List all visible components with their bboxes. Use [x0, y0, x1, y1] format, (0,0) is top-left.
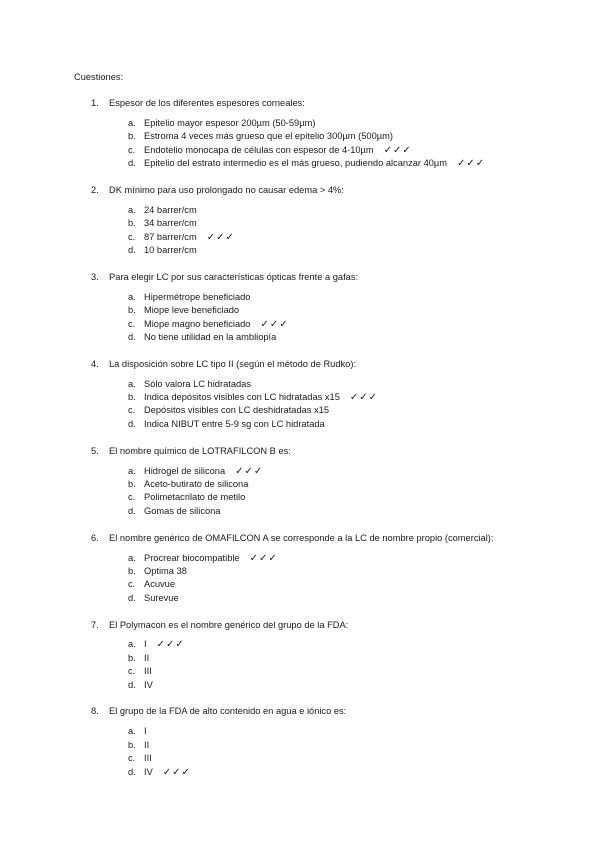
- answer-option: [74, 318, 574, 331]
- question-number: 7.: [91, 619, 99, 630]
- answer-option: [74, 565, 574, 578]
- question-line: [74, 358, 574, 371]
- option-letter: a.: [128, 378, 136, 389]
- option-text: 10 barrer/cm: [144, 245, 197, 256]
- correct-checkmark-icon: ✓✓✓: [349, 392, 379, 404]
- question-6: [74, 532, 574, 606]
- option-letter: d.: [128, 766, 136, 777]
- question-4: [74, 358, 574, 432]
- answer-option: [74, 157, 574, 170]
- answer-option: [74, 679, 574, 692]
- option-text: I: [144, 639, 147, 650]
- question-list: [74, 97, 574, 792]
- answer-option: [74, 465, 574, 478]
- option-list: [74, 378, 574, 432]
- option-letter: d.: [128, 505, 136, 516]
- question-line: [74, 184, 574, 197]
- answer-option: [74, 638, 574, 651]
- answer-option: [74, 552, 574, 565]
- correct-checkmark-icon: ✓✓✓: [162, 766, 191, 778]
- option-letter: d.: [128, 679, 136, 690]
- option-text: Procrear biocompatible: [144, 552, 240, 563]
- option-text: 34 barrer/cm: [144, 218, 197, 229]
- answer-option: [74, 478, 574, 491]
- option-list: [74, 552, 574, 606]
- option-list: [74, 638, 574, 692]
- question-line: [74, 619, 574, 632]
- question-text: Para elegir LC por sus características ópticas frente a gafas:: [109, 271, 359, 282]
- option-list: [74, 117, 574, 171]
- answer-option: [74, 231, 574, 244]
- option-letter: c.: [128, 492, 136, 503]
- question-number: 8.: [91, 706, 99, 717]
- option-text: Gomas de silicona: [144, 505, 221, 516]
- option-letter: a.: [128, 465, 136, 476]
- option-letter: c.: [128, 231, 136, 242]
- answer-option: [74, 391, 574, 404]
- question-line: [74, 532, 574, 545]
- answer-option: [74, 244, 574, 257]
- answer-option: [74, 204, 574, 217]
- option-text: Surevue: [144, 592, 179, 603]
- answer-option: [74, 291, 574, 304]
- question-number: 1.: [91, 98, 99, 108]
- option-letter: d.: [128, 418, 136, 429]
- answer-option: [74, 725, 574, 738]
- question-text: Espesor de los diferentes espesores corneales:: [109, 98, 305, 108]
- question-number: 2.: [91, 184, 99, 195]
- answer-option: [74, 418, 574, 431]
- answer-option: [74, 378, 574, 391]
- option-text: III: [144, 666, 152, 677]
- option-letter: a.: [128, 117, 136, 128]
- option-letter: d.: [128, 245, 136, 256]
- option-letter: b.: [128, 218, 136, 229]
- correct-checkmark-icon: ✓✓✓: [235, 465, 264, 477]
- option-letter: a.: [128, 552, 136, 563]
- option-text: II: [144, 739, 150, 750]
- option-text: Epitelio mayor espesor 200µm (50-59µm): [144, 117, 316, 128]
- question-line: [74, 97, 574, 110]
- option-text: Indica NIBUT entre 5-9 sg con LC hidratada: [144, 418, 325, 429]
- option-text: Optima 38: [144, 565, 187, 576]
- option-text: 24 barrer/cm: [144, 204, 197, 215]
- question-number: 5.: [91, 445, 99, 456]
- question-7: [74, 619, 574, 693]
- answer-option: [74, 752, 574, 765]
- question-1: [74, 97, 574, 171]
- correct-checkmark-icon: ✓✓✓: [249, 552, 278, 564]
- option-text: Hidrogel de silicona: [144, 465, 226, 476]
- option-text: Miope magno beneficiado: [144, 318, 251, 329]
- option-text: Polimetacrilato de metilo: [144, 492, 246, 503]
- option-text: I: [144, 726, 147, 737]
- option-text: Sólo valora LC hidratadas: [144, 378, 251, 389]
- option-letter: c.: [128, 579, 136, 590]
- option-letter: b.: [128, 392, 136, 403]
- option-list: [74, 291, 574, 345]
- option-list: [74, 465, 574, 519]
- answer-option: [74, 304, 574, 317]
- option-letter: d.: [128, 331, 136, 342]
- option-letter: a.: [128, 204, 136, 215]
- correct-checkmark-icon: ✓✓✓: [383, 144, 412, 156]
- question-text: La disposición sobre LC tipo II (según el método de Rudko):: [109, 358, 357, 369]
- option-letter: b.: [128, 652, 136, 663]
- correct-checkmark-icon: ✓✓✓: [260, 318, 289, 330]
- option-letter: c.: [128, 753, 136, 764]
- answer-option: [74, 739, 574, 752]
- question-3: [74, 271, 574, 345]
- option-text: Estroma 4 veces más grueso que el epitelio 300µm (500µm): [144, 131, 393, 142]
- question-text: DK mínimo para uso prolongado no causar edema > 4%:: [109, 184, 344, 195]
- question-text: El nombre químico de LOTRAFILCON B es:: [109, 445, 291, 456]
- answer-option: [74, 217, 574, 230]
- question-text: El grupo de la FDA de alto contenido en agua e iónico es:: [109, 706, 347, 717]
- option-text: Acuvue: [144, 579, 176, 590]
- option-letter: b.: [128, 131, 136, 142]
- question-5: [74, 445, 574, 519]
- answer-option: [74, 491, 574, 504]
- answer-option: [74, 505, 574, 518]
- option-letter: d.: [128, 592, 136, 603]
- option-text: III: [144, 753, 152, 764]
- question-number: 6.: [91, 532, 99, 543]
- question-line: [74, 705, 574, 718]
- question-number: 4.: [91, 358, 99, 369]
- question-2: [74, 184, 574, 258]
- option-letter: c.: [128, 666, 136, 677]
- option-letter: a.: [128, 291, 136, 302]
- answer-option: [74, 130, 574, 143]
- option-letter: b.: [128, 565, 136, 576]
- option-text: 87 barrer/cm: [144, 231, 197, 242]
- option-letter: c.: [128, 318, 136, 329]
- option-list: [74, 725, 574, 779]
- option-list: [74, 204, 574, 258]
- option-letter: b.: [128, 305, 136, 316]
- question-line: [74, 271, 574, 284]
- option-letter: a.: [128, 726, 136, 737]
- answer-option: [74, 404, 574, 417]
- answer-option: [74, 578, 574, 591]
- option-letter: d.: [128, 158, 136, 169]
- answer-option: [74, 331, 574, 344]
- answer-option: [74, 665, 574, 678]
- correct-checkmark-icon: ✓✓✓: [156, 639, 185, 651]
- question-number: 3.: [91, 271, 99, 282]
- option-text: Depósitos visibles con LC deshidratadas x15: [144, 405, 330, 416]
- option-text: Aceto-butirato de silicona: [144, 479, 249, 489]
- option-letter: b.: [128, 739, 136, 750]
- question-text: El nombre genérico de OMAFILCON A se corresponde a la LC de nombre propio (comercial):: [109, 532, 494, 543]
- option-text: Endotelio monocapa de células con espesor de 4-10µm: [144, 144, 374, 155]
- option-text: IV: [144, 679, 153, 690]
- option-text: Epitelio del estrato intermedio es el más grueso, pudiendo alcanzar 40µm: [144, 158, 448, 169]
- option-text: Miope leve beneficiado: [144, 305, 240, 316]
- option-letter: c.: [128, 405, 136, 416]
- question-8: [74, 705, 574, 779]
- correct-checkmark-icon: ✓✓✓: [457, 158, 486, 170]
- option-text: II: [144, 652, 150, 663]
- correct-checkmark-icon: ✓✓✓: [206, 231, 235, 243]
- option-text: No tiene utilidad en la ambliopía: [144, 331, 277, 342]
- option-letter: c.: [128, 144, 136, 155]
- answer-option: [74, 652, 574, 665]
- page-heading: Cuestiones:: [74, 72, 124, 82]
- question-text: El Polymacon es el nombre genérico del grupo de la FDA:: [109, 619, 349, 630]
- answer-option: [74, 766, 574, 779]
- option-text: IV: [144, 766, 153, 777]
- question-line: [74, 445, 574, 458]
- answer-option: [74, 117, 574, 130]
- answer-option: [74, 592, 574, 605]
- option-letter: a.: [128, 639, 136, 650]
- option-letter: b.: [128, 479, 136, 489]
- answer-option: [74, 144, 574, 157]
- option-text: Hipermétrope beneficiado: [144, 291, 251, 302]
- option-text: Indica depósitos visibles con LC hidratadas x15: [144, 392, 340, 403]
